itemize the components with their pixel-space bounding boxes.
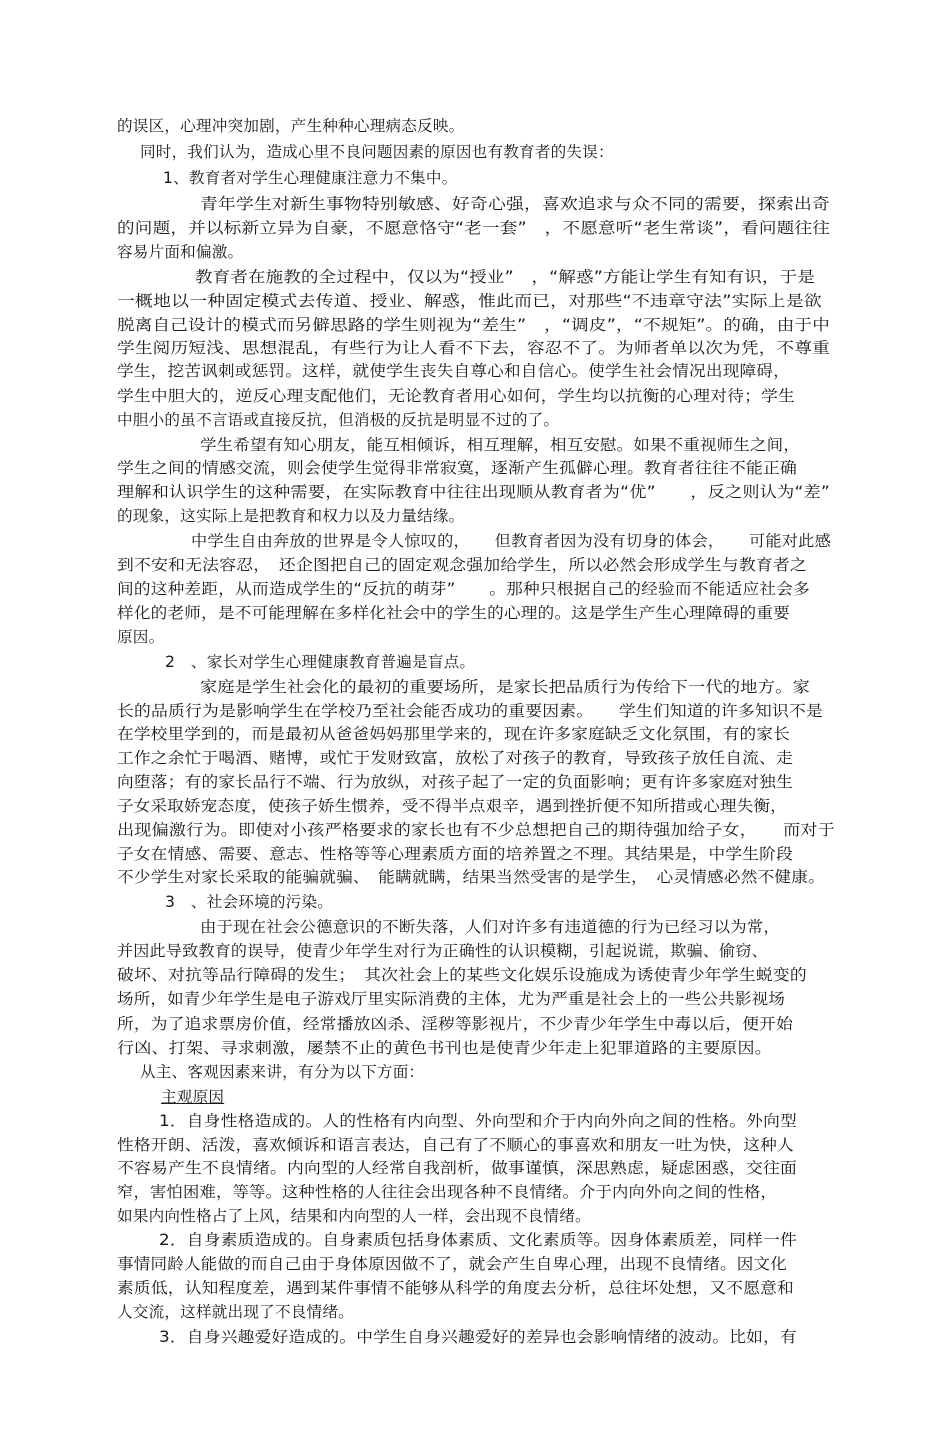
- text-line: 并因此导致教育的误导，使青少年学生对行为正确性的认识模糊，引起说谎，欺骗、偷窃、: [117, 942, 768, 960]
- text-line: 3．自身兴趣爱好造成的。中学生自身兴趣爱好的差异也会影响情绪的波动。比如，有: [159, 1328, 798, 1346]
- text-line: 学生，挖苦讽刺或惩罚。这样，就使学生丧失自尊心和自信心。使学生社会情况出现障碍，: [117, 362, 791, 380]
- text-line: 破坏、对抗等品行障碍的发生； 其次社会上的某些文化娱乐设施成为诱使青少年学生蜕变的: [117, 966, 807, 984]
- text-line: 行凶、打架、寻求刺激，屡禁不止的黄色书刊也是使青少年走上犯罪道路的主要原因。: [117, 1039, 773, 1057]
- text-line: 窄，害怕困难，等等。这种性格的人往往会出现各种不良情绪。介于内向外向之间的性格，: [117, 1183, 778, 1201]
- text-line: 人交流，这样就出现了不良情绪。: [117, 1303, 354, 1321]
- text-line: 3 、社会环境的污染。: [165, 893, 334, 911]
- text-line: 素质低，认知程度差，遇到某件事情不能够从科学的角度去分析，总往坏处想，又不愿意和: [117, 1279, 794, 1297]
- text-line: 子女采取娇宠态度，使孩子娇生惯养，受不得半点艰辛，遇到挫折便不知所措或心理失衡，: [117, 797, 787, 815]
- text-line: 容易片面和偏激。: [117, 243, 244, 261]
- text-line: 的误区，心理冲突加剧，产生种种心理病态反映。: [117, 117, 465, 135]
- text-line: 子女在情感、需要、意志、性格等等心理素质方面的培养置之不理。其结果是，中学生阶段: [117, 845, 793, 863]
- text-line: 教育者在施教的全过程中，仅以为“授业” ，“解惑”方能让学生有知有识，于是: [195, 268, 815, 286]
- text-line: 学生中胆大的，逆反心理支配他们，无论教育者用心如何，学生均以抗衡的心理对待；学生: [117, 387, 796, 405]
- text-line: 到不安和无法容忍， 还企图把自己的固定观念强加给学生，所以必然会形成学生与教育者之: [117, 556, 807, 574]
- text-line: 不少学生对家长采取的能骗就骗、 能瞒就瞒，结果当然受害的是学生， 心灵情感必然不健康。: [117, 868, 826, 886]
- text-line: 学生阅历短浅、思想混乱，有些行为让人看不下去，容忍不了。为师者单以次为凭，不尊重: [117, 339, 831, 357]
- text-line: 学生希望有知心朋友，能互相倾诉，相互理解，相互安慰。如果不重视师生之间，: [200, 436, 801, 454]
- text-line: 出现偏激行为。即使对小孩严格要求的家长也有不少总想把自己的期待强加给子女， 而对于: [117, 821, 836, 839]
- text-line: 中学生自由奔放的世界是令人惊叹的， 但教育者因为没有切身的体会， 可能对此感: [191, 532, 832, 550]
- text-line: 1．自身性格造成的。人的性格有内向型、外向型和介于内向外向之间的性格。外向型: [159, 1112, 798, 1130]
- text-line: 的问题，并以标新立异为自豪，不愿意恪守“老一套” ，不愿意听“老生常谈”，看问题往往: [117, 219, 831, 237]
- text-line: 所，为了追求票房价值，经常播放凶杀、淫秽等影视片，不少青少年学生中毒以后，便开始: [117, 1015, 793, 1033]
- text-line: 场所，如青少年学生是电子游戏厅里实际消费的主体，尤为严重是社会上的一些公共影视场: [117, 990, 786, 1008]
- text-line: 如果内向性格占了上风，结果和内向型的人一样，会出现不良情绪。: [117, 1207, 591, 1225]
- text-line: 由于现在社会公德意识的不断失落，人们对许多有违道德的行为已经习以为常，: [200, 918, 780, 936]
- text-line: 原因。: [117, 628, 165, 646]
- text-line: 2．自身素质造成的。自身素质包括身体素质、文化素质等。因身体素质差，同样一件: [159, 1231, 798, 1249]
- text-line: 工作之余忙于喝酒、赌博，或忙于发财致富，放松了对孩子的教育，导致孩子放任自流、走: [117, 749, 793, 767]
- text-line: 事情同龄人能做的而自己由于身体原因做不了，就会产生自卑心理，出现不良情绪。因文化: [117, 1255, 787, 1273]
- text-line: 长的品质行为是影响学生在学校乃至社会能否成功的重要因素。 学生们知道的许多知识不是: [117, 702, 824, 720]
- text-line: 主观原因: [161, 1088, 225, 1106]
- text-line: 不容易产生不良情绪。内向型的人经常自我剖析，做事谨慎，深思熟虑，疑虑困惑，交往面: [117, 1159, 797, 1177]
- text-line: 家庭是学生社会化的最初的重要场所，是家长把品质行为传给下一代的地方。家: [200, 678, 811, 696]
- text-line: 中胆小的虽不言语或直接反抗，但消极的反抗是明显不过的了。: [117, 411, 560, 429]
- text-line: 间的这种差距，从而造成学生的“反抗的萌芽” 。那种只根据自己的经验而不能适应社会多: [117, 580, 810, 598]
- text-line: 理解和认识学生的这种需要，在实际教育中往往出现顺从教育者为“优” ，反之则认为“差”: [117, 483, 831, 501]
- text-line: 1、教育者对学生心理健康注意力不集中。: [163, 169, 458, 187]
- text-line: 性格开朗、活泼，喜欢倾诉和语言表达，自己有了不顺心的事喜欢和朋友一吐为快，这种人: [117, 1136, 794, 1154]
- text-line: 青年学生对新生事物特别敏感、好奇心强，喜欢追求与众不同的需要，探索出奇: [200, 195, 831, 213]
- text-line: 向堕落；有的家长品行不端、行为放纵，对孩子起了一定的负面影响；更有许多家庭对独生: [117, 773, 793, 791]
- text-line: 同时，我们认为，造成心里不良问题因素的原因也有教育者的失误：: [140, 143, 614, 161]
- text-line: 的现象，这实际上是把教育和权力以及力量结缘。: [117, 507, 465, 525]
- text-line: 一概地以一种固定模式去传道、授业、解惑，惟此而已，对那些“不违章守法”实际上是欲: [117, 292, 822, 310]
- text-line: 从主、客观因素来讲，有分为以下方面：: [140, 1063, 425, 1081]
- text-line: 学生之间的情感交流，则会使学生觉得非常寂寞，逐渐产生孤僻心理。教育者往往不能正确: [117, 459, 797, 477]
- text-line: 2 、家长对学生心理健康教育普遍是盲点。: [165, 653, 476, 671]
- text-line: 样化的老师，是不可能理解在多样化社会中的学生的心理的。这是学生产生心理障碍的重要: [117, 604, 791, 622]
- text-line: 在学校里学到的，而是最初从爸爸妈妈那里学来的，现在许多家庭缺乏文化氛围，有的家长: [117, 725, 791, 743]
- text-line: 脱离自己设计的模式而另僻思路的学生则视为“差生” ，“调皮”，“不规矩”。的确，由于中: [117, 316, 830, 334]
